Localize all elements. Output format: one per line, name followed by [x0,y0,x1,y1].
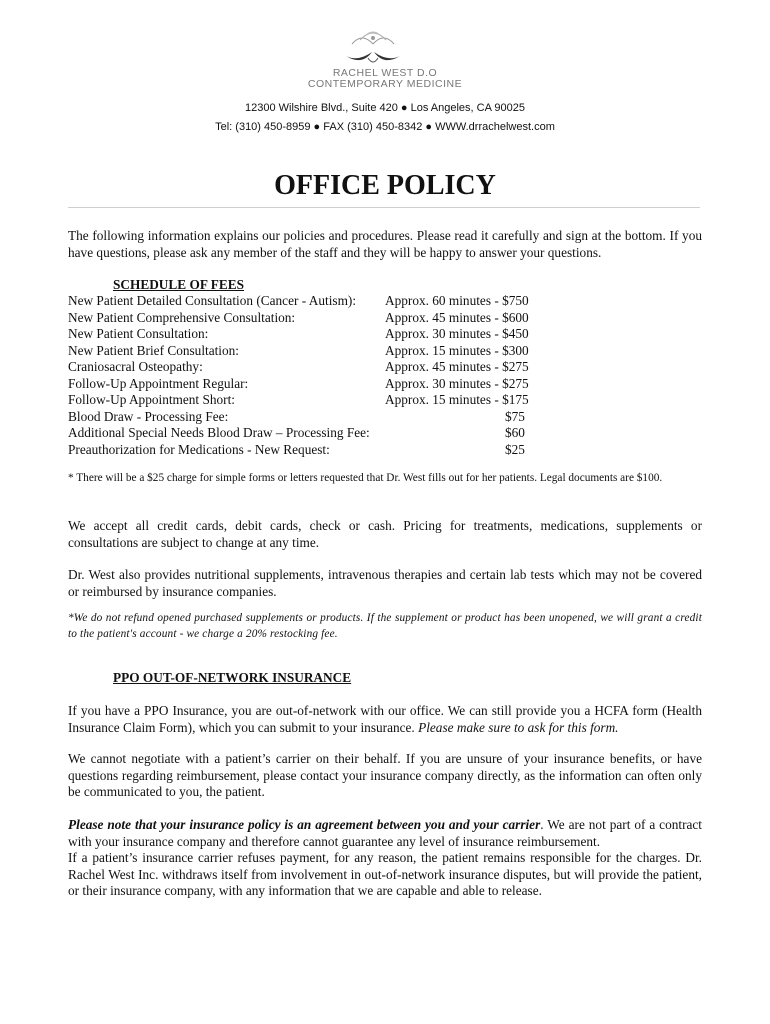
insurance-paragraph-4: If a patient’s insurance carrier refuses payment, for any reason, the patient remains responsible for the charges. Dr. Rachel West Inc. withdraws itself from involvement in out-of-network insurance disputes, but will provide the patient, or their insurance company, with any information that we are capable and able to release. [68,850,702,899]
insurance-heading: PPO OUT-OF-NETWORK INSURANCE [113,670,352,685]
logo-tagline-line: CONTEMPORARY MEDICINE [307,78,463,90]
page-title: OFFICE POLICY [274,170,496,201]
address-line: 12300 Wilshire Blvd., Suite 420 ● Los Angeles, CA 90025 [245,102,525,114]
fee-row [68,293,538,310]
forms-charge-note: * There will be a $25 charge for simple forms or letters requested that Dr. West fills out for her patients. Legal documents are $100. [68,472,663,484]
fee-name: Additional Special Needs Blood Draw – Processing Fee: [68,425,370,440]
fee-row [68,392,538,409]
insurance-paragraph-2: We cannot negotiate with a patient’s carrier on their behalf. If you are unsure of your insurance benefits, or have questions regarding reimbursement, please contact your insurance company directly, as the information can often only be communicated to you, the patient. [68,751,702,800]
intro-paragraph: The following information explains our policies and procedures. Please read it carefully and sign at the bottom. If you have questions, please ask any member of the staff and they will be happy to answer your questions. [68,228,702,260]
fee-name: New Patient Consultation: [68,326,209,341]
fee-price: $25 [505,441,525,457]
insurance-agreement-text: . We are not part of a contract with your insurance company and therefore cannot guarantee any level of insurance reimbursement. [68,817,702,849]
fee-row [68,359,538,376]
logo-wordmark [0,68,770,90]
fee-time-price: Approx. 15 minutes - $175 [385,392,529,407]
fee-name: New Patient Brief Consultation: [68,342,239,358]
fee-name: New Patient Comprehensive Consultation: [68,309,296,325]
fee-price: $75 [505,408,525,424]
fee-row [68,376,538,393]
insurance-paragraph-3 [68,817,702,850]
fee-time-price: Approx. 45 minutes - $275 [385,359,529,374]
fee-time-price: Approx. 60 minutes - $750 [385,293,529,308]
fee-name: Follow-Up Appointment Regular: [68,375,249,391]
fee-price: $60 [505,425,525,440]
title-divider [68,207,700,208]
fee-row [68,425,538,442]
fee-time-price: Approx. 30 minutes - $450 [385,326,529,341]
insurance-paragraph-1 [68,703,702,736]
fee-row [68,409,538,426]
contact-line: Tel: (310) 450-8959 ● FAX (310) 450-8342 ● WWW.drrachelwest.com [215,121,555,133]
fee-schedule [68,293,538,458]
refund-note: *We do not refund opened purchased supplements or products. If the supplement or product has been unopened, we will grant a credit to the patient's account - we charge a 20% restocking fee. [68,612,702,640]
fee-name: Follow-Up Appointment Short: [68,392,235,407]
payment-paragraph: We accept all credit cards, debit cards, check or cash. Pricing for treatments, medications, supplements or consultations are subject to change at any time. [68,518,702,550]
fee-row [68,326,538,343]
fee-row [68,310,538,327]
insurance-hcfa-text: If you have a PPO Insurance, you are out-of-network with our office. We can still provide you a HCFA form (Health Insurance Claim Form), which you can submit to your insurance. [68,703,702,735]
fee-row [68,442,538,459]
fee-name: Preauthorization for Medications - New Request: [68,441,330,457]
logo-name-line: RACHEL WEST D.O [332,67,438,79]
fee-time-price: Approx. 30 minutes - $275 [385,375,529,391]
fee-name: New Patient Detailed Consultation (Cancer - Autism): [68,293,357,308]
fee-name: Blood Draw - Processing Fee: [68,408,229,424]
fees-heading: SCHEDULE OF FEES [113,277,245,292]
insurance-agreement-emphasis: Please note that your insurance policy is an agreement between you and your carrier [68,817,541,832]
fee-time-price: Approx. 15 minutes - $300 [385,342,529,358]
fee-time-price: Approx. 45 minutes - $600 [385,309,529,325]
fee-name: Craniosacral Osteopathy: [68,359,203,374]
fee-row [68,343,538,360]
insurance-hcfa-reminder: Please make sure to ask for this form. [418,719,619,735]
supplements-paragraph: Dr. West also provides nutritional supplements, intravenous therapies and certain lab tests which may not be covered or reimbursed by insurance companies. [68,567,702,599]
